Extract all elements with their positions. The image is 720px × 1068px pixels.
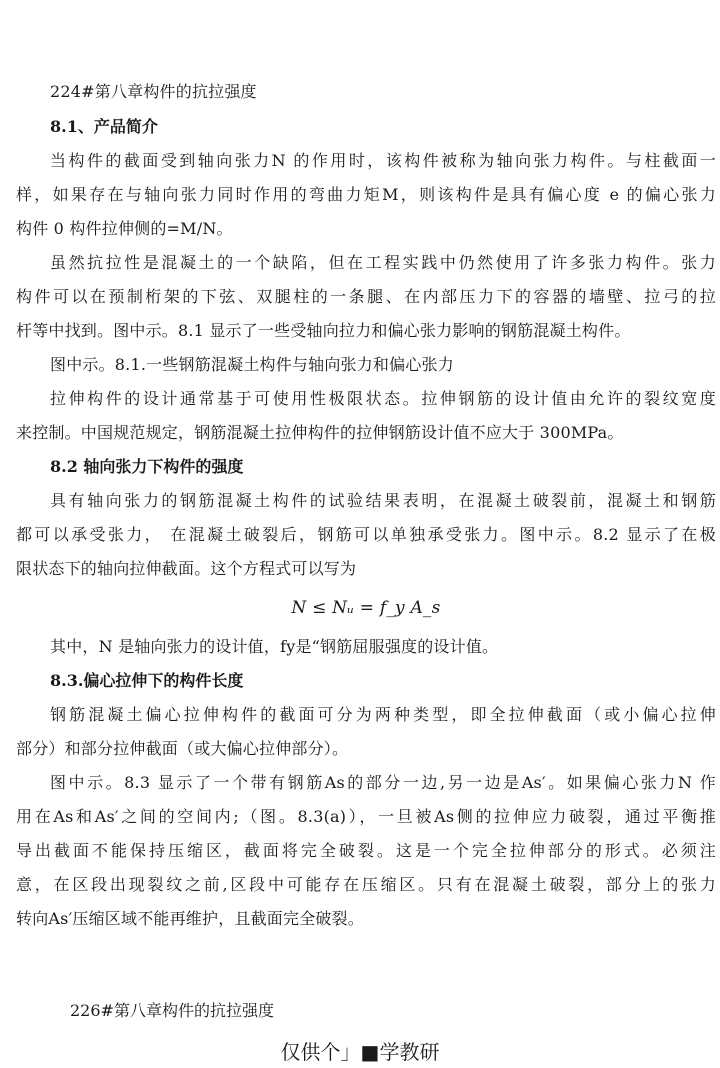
paragraph-line: 拉伸构件的设计通常基于可使用性极限状态。拉伸钢筋的设计值由允许的裂纹宽度 [50, 389, 716, 408]
paragraph-line: 来控制。中国规范规定，钢筋混凝土拉伸构件的拉伸钢筋设计值不应大于 300MPa。 [16, 423, 624, 442]
paragraph-line: 当构件的截面受到轴向张力N 的作用时，该构件被称为轴向张力构件。与柱截面一 [50, 151, 716, 170]
paragraph-line: 图中示。8.3 显示了一个带有钢筋As的部分一边,另一边是As′。如果偏心张力N 作 [50, 773, 716, 792]
paragraph-line: 杆等中找到。图中示。8.1 显示了一些受轴向拉力和偏心张力影响的钢筋混凝土构件。 [16, 321, 631, 340]
watermark-footer: 仅供个」■学教研 [280, 1040, 440, 1064]
paragraph-line: 其中，N 是轴向张力的设计值，fy是“钢筋屈服强度的设计值。 [50, 637, 499, 656]
equation: N ≤ Nᵤ = f_y A_s [291, 598, 441, 618]
paragraph-line: 限状态下的轴向拉伸截面。这个方程式可以写为 [16, 559, 357, 578]
paragraph-line: 导出截面不能保持压缩区，截面将完全破裂。这是一个完全拉伸部分的形式。必须注 [16, 841, 716, 860]
paragraph-line: 意，在区段出现裂纹之前,区段中可能存在压缩区。只有在混凝土破裂，部分上的张力 [16, 875, 716, 894]
paragraph-line: 具有轴向张力的钢筋混凝土构件的试验结果表明，在混凝土破裂前，混凝土和钢筋 [50, 491, 716, 510]
section-title-8-1: 8.1、产品简介 [50, 117, 158, 136]
page-header: 224#第八章构件的抗拉强度 [50, 82, 257, 101]
paragraph-line: 都可以承受张力， 在混凝土破裂后，钢筋可以单独承受张力。图中示。8.2 显示了在极 [16, 525, 716, 544]
figure-caption: 图中示。8.1.一些钢筋混凝土构件与轴向张力和偏心张力 [50, 355, 454, 374]
section-title-8-3: 8.3.偏心拉伸下的构件长度 [50, 671, 244, 690]
section-title-8-2: 8.2 轴向张力下构件的强度 [50, 457, 244, 476]
paragraph-line: 样，如果存在与轴向张力同时作用的弯曲力矩M，则该构件是具有偏心度 e 的偏心张力 [16, 185, 716, 204]
paragraph-line: 构件可以在预制桁架的下弦、双腿柱的一条腿、在内部压力下的容器的墙壁、拉弓的拉 [16, 287, 716, 306]
next-page-header: 226#第八章构件的抗拉强度 [70, 1001, 274, 1020]
paragraph-line: 虽然抗拉性是混凝土的一个缺陷，但在工程实践中仍然使用了许多张力构件。张力 [50, 253, 716, 272]
paragraph-line: 构件 0 构件拉伸侧的=M/N。 [16, 219, 233, 238]
paragraph-line: 部分）和部分拉伸截面（或大偏心拉伸部分）。 [16, 739, 349, 758]
document-page [16, 80, 716, 936]
paragraph-line: 用在As和As′之间的空间内;（图。8.3(a)），一旦被As侧的拉伸应力破裂，通过平衡推 [16, 807, 716, 826]
paragraph-line: 转向As′压缩区域不能再维护，且截面完全破裂。 [16, 909, 364, 928]
paragraph-line: 钢筋混凝土偏心拉伸构件的截面可分为两种类型，即全拉伸截面（或小偏心拉伸 [50, 705, 716, 724]
